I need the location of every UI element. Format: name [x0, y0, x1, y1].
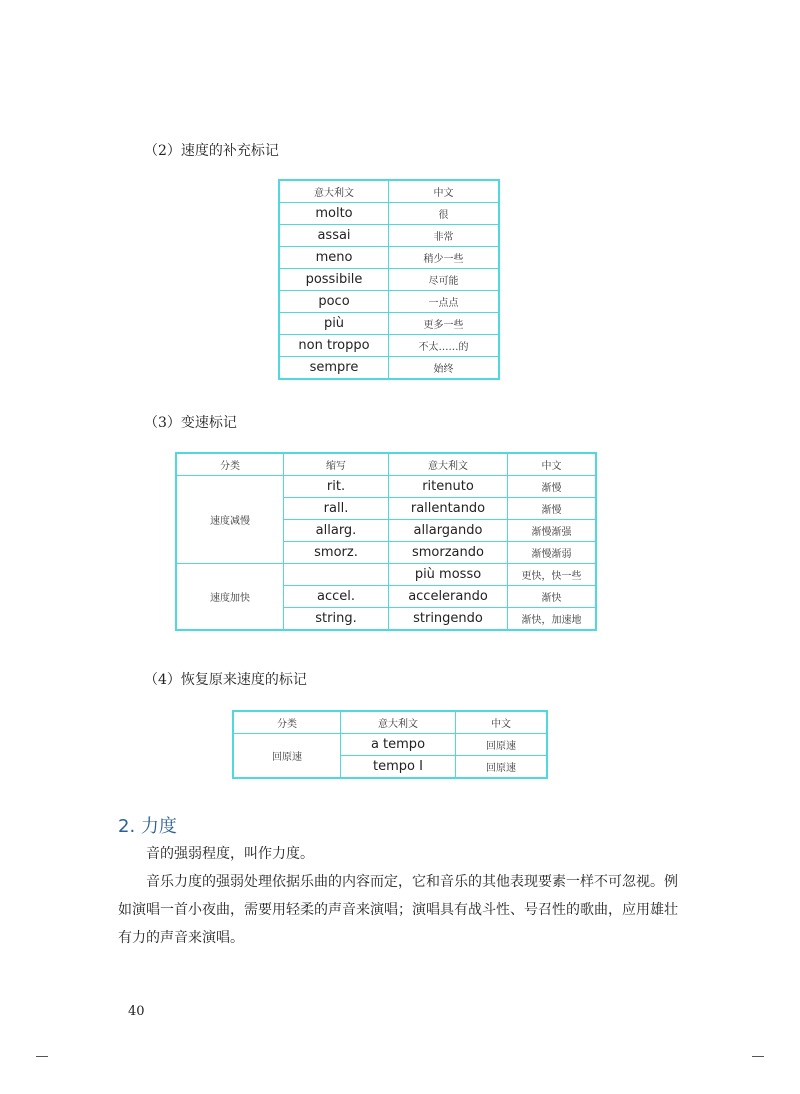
table-row	[279, 291, 499, 313]
chinese-meaning: 渐快，加速地	[508, 608, 597, 631]
table-row	[176, 476, 596, 498]
italian-term: possibile	[279, 269, 389, 291]
category-cell: 速度减慢	[176, 476, 284, 564]
chinese-meaning: 一点点	[389, 291, 500, 313]
table-header: 分类	[176, 453, 284, 476]
abbreviation: string.	[284, 608, 389, 631]
abbreviation: allarg.	[284, 520, 389, 542]
abbreviation: rit.	[284, 476, 389, 498]
chinese-meaning: 始终	[389, 357, 500, 380]
table-header: 中文	[389, 180, 500, 203]
abbreviation	[284, 564, 389, 586]
italian-term: più	[279, 313, 389, 335]
chinese-meaning: 非常	[389, 225, 500, 247]
chinese-meaning: 稍少一些	[389, 247, 500, 269]
section-title-dynamics: 2. 力度	[118, 816, 177, 837]
chinese-meaning: 尽可能	[389, 269, 500, 291]
abbreviation: rall.	[284, 498, 389, 520]
italian-term: stringendo	[389, 608, 508, 631]
italian-term: assai	[279, 225, 389, 247]
table-row	[279, 313, 499, 335]
table-row	[176, 564, 596, 586]
chinese-meaning: 渐慢渐弱	[508, 542, 597, 564]
italian-term: non troppo	[279, 335, 389, 357]
italian-term: sempre	[279, 357, 389, 380]
table-header: 缩写	[284, 453, 389, 476]
tempo-change-table	[175, 452, 597, 631]
table-header: 意大利文	[279, 180, 389, 203]
italian-term: smorzando	[389, 542, 508, 564]
italian-term: rallentando	[389, 498, 508, 520]
chinese-meaning: 回原速	[456, 756, 548, 779]
chinese-meaning: 渐慢	[508, 476, 597, 498]
crop-mark	[36, 1056, 48, 1057]
table-header: 意大利文	[389, 453, 508, 476]
chinese-meaning: 渐慢渐强	[508, 520, 597, 542]
table-header: 中文	[508, 453, 597, 476]
italian-term: tempo I	[341, 756, 456, 779]
table-header: 分类	[233, 711, 341, 734]
supplementary-tempo-table	[278, 179, 500, 380]
abbreviation: smorz.	[284, 542, 389, 564]
italian-term: ritenuto	[389, 476, 508, 498]
table-row	[233, 734, 547, 756]
section-3-heading: （3）变速标记	[144, 415, 237, 431]
abbreviation: accel.	[284, 586, 389, 608]
table-row	[279, 335, 499, 357]
tempo-restore-table	[232, 710, 548, 779]
body-paragraph: 音的强弱程度，叫作力度。	[146, 846, 314, 862]
table-row	[279, 357, 499, 380]
chinese-meaning: 很	[389, 203, 500, 225]
section-4-heading: （4）恢复原来速度的标记	[144, 672, 307, 688]
chinese-meaning: 渐慢	[508, 498, 597, 520]
chinese-meaning: 更多一些	[389, 313, 500, 335]
table-header: 意大利文	[341, 711, 456, 734]
body-paragraph: 音乐力度的强弱处理依据乐曲的内容而定，它和音乐的其他表现要素一样不可忽视。例如演唱一首小夜曲，需要用轻柔的声音来演唱；演唱具有战斗性、号召性的歌曲，应用雄壮有力的声音来演唱。	[118, 874, 678, 946]
italian-term: più mosso	[389, 564, 508, 586]
chinese-meaning: 回原速	[456, 734, 548, 756]
crop-mark	[752, 1056, 764, 1057]
table-row	[279, 225, 499, 247]
italian-term: a tempo	[341, 734, 456, 756]
italian-term: poco	[279, 291, 389, 313]
chinese-meaning: 更快，快一些	[508, 564, 597, 586]
chinese-meaning: 不太……的	[389, 335, 500, 357]
category-cell: 速度加快	[176, 564, 284, 631]
section-2-heading: （2）速度的补充标记	[144, 143, 279, 159]
italian-term: molto	[279, 203, 389, 225]
table-row	[279, 247, 499, 269]
table-header: 中文	[456, 711, 548, 734]
table-row	[279, 269, 499, 291]
italian-term: allargando	[389, 520, 508, 542]
table-row	[279, 203, 499, 225]
italian-term: meno	[279, 247, 389, 269]
category-cell: 回原速	[233, 734, 341, 779]
page-number: 40	[128, 1004, 145, 1019]
chinese-meaning: 渐快	[508, 586, 597, 608]
italian-term: accelerando	[389, 586, 508, 608]
